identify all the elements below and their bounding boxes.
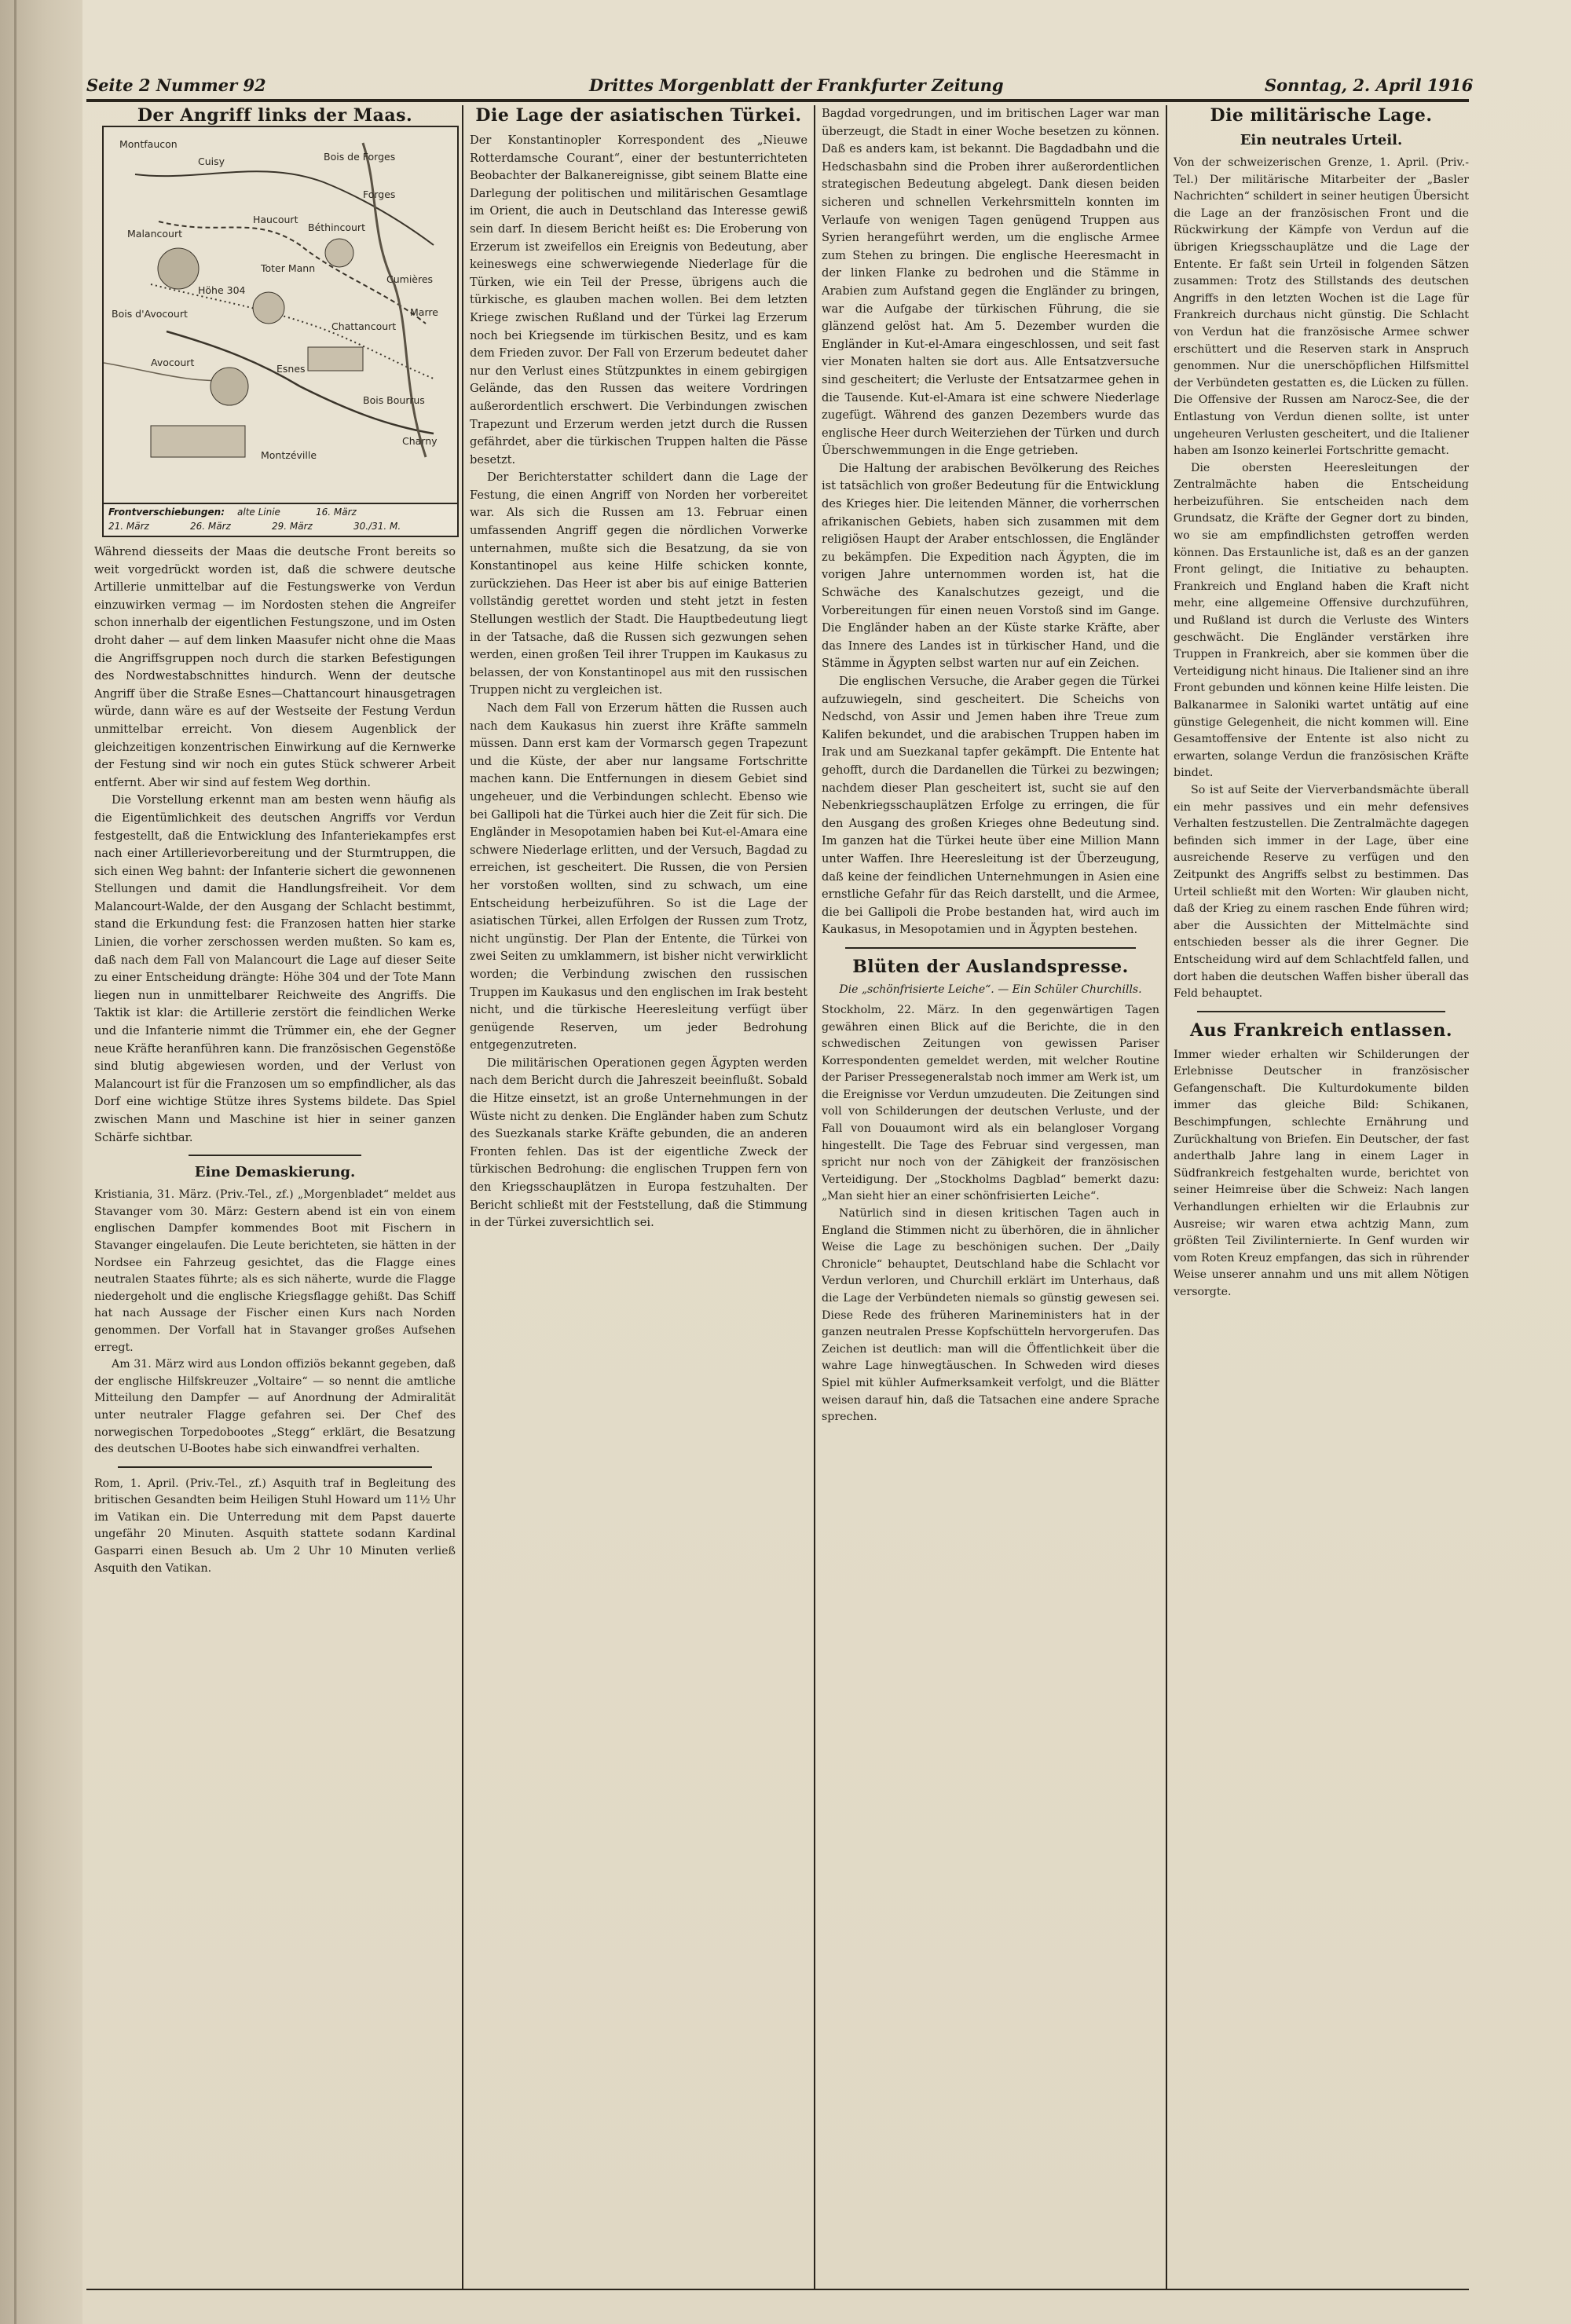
column-2: [470, 105, 807, 2281]
article-title-frankreich: Aus Frankreich entlassen.: [1189, 1019, 1453, 1041]
article-paragraph: Die militärischen Operationen gegen Ägypten werden nach dem Bericht durch die Jahreszeit beeinflußt. Sobald die Hitze einsetzt, ist an große Unternehmungen in der Wüste nicht zu denken. Die Engländer haben zum Schutz des Suezkanals starke Kräfte gebunden, die an anderen Fronten fehlen. Das ist der eigentliche Zweck der türkischen Bedrohung: die englischen Truppen fern von den Kriegsschauplätzen in Europa festzuhalten. Der Bericht schließt mit der Feststellung, daß die Stimmung in der Türkei zuversichtlich sei.: [470, 1056, 807, 1230]
article-paragraph: Natürlich sind in diesen kritischen Tagen auch in England die Stimmen nicht zu überhören, die in ähnlicher Weise die Lage zu beschönigen suchen. Der „Daily Chronicle“ behauptet, Deutschland habe die Schlacht vor Verdun verloren, und Churchill erklärt im Unterhaus, daß die Lage der Verbündeten niemals so günstig gewesen sei. Diese Rede des früheren Marineministers hat in der ganzen neutralen Presse Kopfschütteln hervorgerufen. Das Zeichen ist deutlich: man will die Öffentlichkeit über die wahre Lage hinwegtäuschen. In Schweden wird dieses Spiel mit kühler Aufmerksamkeit verfolgt, und die Blätter weisen darauf hin, daß die Tatsachen eine andere Sprache sprechen.: [822, 1207, 1159, 1424]
article-title-demaskierung: Eine Demaskierung.: [194, 1164, 356, 1181]
separator: [118, 1466, 432, 1468]
article-paragraph: Immer wieder erhalten wir Schilderungen der Erlebnisse Deutscher in französischer Gefangenschaft. Die Kulturdokumente bilden immer das gleiche Bild: Schikanen, Beschimpfungen, schlechte Ernährung und Zurückhaltung von Briefen. Ein Deutscher, der fast anderthalb Jahre lang in einem Lager in Südfrankreich festgehalten wurde, berichtet von seiner Heimreise über die Schweiz: Nach langen Verhandlungen erhielten wir die Erlaubnis zur Ausreise; wir waren etwa achtzig Mann, zum größten Teil Zivilinternierte. In Genf wurden wir vom Roten Kreuz empfangen, das sich in rührender Weise unserer annahm und uns mit allem Nötigen versorgte.: [1174, 1048, 1469, 1298]
map-label: Avocourt: [151, 357, 195, 368]
map-label: Bois Bourrus: [363, 394, 425, 406]
separator: [1197, 1011, 1445, 1012]
bottom-rule: [86, 2289, 1469, 2290]
column-1: [94, 543, 456, 2279]
column-rule-2: [814, 105, 815, 2289]
map-label: Charny: [402, 435, 438, 447]
article-paragraph: Rom, 1. April. (Priv.-Tel., zf.) Asquith traf in Begleitung des britischen Gesandten beim Heiligen Stuhl Howard um 11½ Uhr im Vatikan ein. Die Unterredung mit dem Papst dauerte ungefähr 20 Minuten. Asquith stattete sodann Kardinal Gasparri einen Besuch ab. Um 2 Uhr 10 Minuten verließ Asquith den Vatikan.: [94, 1477, 456, 1575]
map-label: Haucourt: [253, 214, 298, 225]
article-title-militaerische-lage: Die militärische Lage.: [1210, 105, 1433, 126]
map-label: Chattancourt: [331, 320, 397, 332]
article-paragraph: Am 31. März wird aus London offiziös bekannt gegeben, daß der englische Hilfskreuzer „Voltaire“ — so nennt die amtliche Mitteilung den Dampfer — auf Anordnung der Admiralität unter neutraler Flagge gefahren sei. Der Chef des norwegischen Torpedobootes „Stegg“ erklärt, die Besatzung des deutschen U-Bootes habe sich einwandfrei verhalten.: [94, 1358, 456, 1456]
article-paragraph: So ist auf Seite der Vierverbandsmächte überall ein mehr passives und ein mehr defensives Verhalten festzustellen. Die Zentralmächte dagegen befinden sich immer in der Lage, über eine ausreichende Reserve zu verfügen und den Zeitpunkt des Angriffs selbst zu bestimmen. Das Urteil schließt mit den Worten: Wir glauben nicht, daß der Krieg zu einem raschen Ende führen wird; aber die Aussichten der Mittelmächte sind entschieden besser als die ihrer Gegner. Die Entscheidung wird auf dem Schlachtfeld fallen, und dort haben die deutschen Waffen bisher überall das Feld behauptet.: [1174, 783, 1469, 1001]
article-paragraph: Stockholm, 22. März. In den gegenwärtigen Tagen gewähren einen Blick auf die Berichte, die in den schwedischen Zeitungen von gewissen Pariser Korrespondenten gemeldet werden, mit welcher Routine der Pariser Pressegeneralstab noch immer am Werk ist, um die Ereignisse vor Verdun umzudeuten. Die Zeitungen sind voll von Schilderungen der deutschen Verluste, und der Fall von Douaumont wird als ein belangloser Vorgang hingestellt. Die Tage des Februar sind vergessen, man spricht nur noch von der Zähigkeit der französischen Verteidigung. Der „Stockholms Dagblad“ bemerkt dazu: „Man sieht hier an einer schönfrisierten Leiche“.: [822, 1003, 1159, 1203]
legend-date: 21. März: [108, 521, 149, 532]
article-paragraph: Während diesseits der Maas die deutsche Front bereits so weit vorgedrückt worden ist, daß die schwere deutsche Artillerie unmittelbar auf die Festungswerke von Verdun einzuwirken vermag — im Nordosten stehen die Angreifer schon innerhalb der eigentlichen Festungszone, und im Osten droht daher — auf dem linken Maasufer nicht ohne die Maas die Angriffsgruppen noch durch die starken Befestigungen des Nordwestabschnittes hindurch. Wenn der deutsche Angriff über die Straße Esnes—Chattancourt hinausgetragen würde, dann wäre es auf der Westseite der Festung Verdun unmittelbar erreicht. Von diesem Augenblick der gleichzeitigen konzentrischen Einwirkung auf die Kernwerke der Festung sind wir noch ein gutes Stück schwerer Arbeit entfernt. Aber wir sind auf festem Weg dorthin.: [94, 545, 456, 789]
article-paragraph: Die obersten Heeresleitungen der Zentralmächte haben die Entscheidung herbeizuführen. Sie entscheiden nach dem Grundsatz, die Kräfte der Gegner dort zu binden, wo sie am empfindlichsten getroffen werden können. Das Erstaunliche ist, daß es an der ganzen Front gelingt, die Initiative zu behaupten. Frankreich und England haben die Kraft nicht mehr, eine allgemeine Offensive durchzuführen, und Rußland ist durch die Verluste des Winters geschwächt. Die Engländer verstärken ihre Truppen in Frankreich, aber sie kommen über die Verteidigung nicht hinaus. Die Italiener sind an ihre Front gebunden und können keine Hilfe leisten. Die Balkanarmee in Saloniki wartet untätig auf eine günstige Gelegenheit, die nicht kommen will. Eine Gesamtoffensive der Entente ist also nicht zu erwarten, solange Verdun die französischen Kräfte bindet.: [1174, 461, 1469, 780]
map-label: Marre: [410, 306, 438, 318]
article-paragraph: Der Berichterstatter schildert dann die Lage der Festung, die einen Angriff von Norden her vorbereitet war. Als sich die Russen am 13. Februar einen umfassenden Angriff gegen die nördlichen Vorwerke unternahmen, mußte sich die Besatzung, da sie von Konstantinopel aus keine Hilfe schicken konnte, zurückziehen. Das Heer ist aber bis auf einige Batterien vollständig gerettet worden und steht jetzt in festen Stellungen westlich der Stadt. Die Hauptbedeutung liegt in der Tatsache, daß die Russen sich gezwungen sehen werden, einen großen Teil ihrer Truppen im Kaukasus zu belassen, der von Konstantinopel aus mit den russischen Truppen nicht zu vergleichen ist.: [470, 470, 807, 697]
map-label: Forges: [363, 188, 396, 200]
page-number: Seite 2 Nummer 92: [86, 75, 266, 95]
article-paragraph: Die englischen Versuche, die Araber gegen die Türkei aufzuwiegeln, sind gescheitert. Die Scheichs von Nedschd, von Assir und Jemen haben ihre Treue zum Kalifen bekundet, und die arabischen Truppen haben im Irak und am Suezkanal tapfer gekämpft. Die Entente hat gehofft, durch die Dardanellen die Türkei zu bezwingen; nachdem dieser Plan gescheitert ist, sucht sie auf den Nebenkriegsschauplätzen Erfolge zu erringen, die für den Ausgang des großen Krieges ohne Bedeutung sind. Im ganzen hat die Türkei heute über eine Million Mann unter Waffen. Ihre Heeresleitung ist der Überzeugung, daß keine der feindlichen Unternehmungen in Asien eine ernstliche Gefahr für das Reich darstellt, und die Armee, die bei Gallipoli die Probe bestanden hat, wird auch im Kaukasus, in Mesopotamien und in Ägypten bestehen.: [822, 675, 1159, 937]
map-label: Cuisy: [198, 156, 225, 167]
map-label: Montzéville: [261, 449, 317, 461]
article-paragraph: Kristiania, 31. März. (Priv.-Tel., zf.) „Morgenbladet“ meldet aus Stavanger vom 30. März: Gestern abend ist ein von einem englischen Dampfer kommendes Boot mit Fischern in Stavanger eingelaufen. Die Leute berichteten, sie hätten in der Nordsee ein Fahrzeug gesichtet, das die Flagge eines neutralen Staates führte; als es sich näherte, wurde die Flagge niedergeholt und die englische Kriegsflagge gehißt. Das Schiff hat nach Aussage der Fischer einen Kurs nach Norden genommen. Der Vorfall hat in Stavanger großes Aufsehen erregt.: [94, 1188, 456, 1354]
article-title-auslandspresse: Blüten der Auslandspresse.: [852, 956, 1129, 977]
map-label: Béthincourt: [308, 221, 365, 233]
article-title-angriff: Der Angriff links der Maas.: [137, 105, 413, 126]
article-lead: Die „schönfrisierte Leiche“. — Ein Schüler Churchills.: [839, 983, 1142, 996]
article-title-tuerkei: Die Lage der asiatischen Türkei.: [475, 105, 802, 126]
front-map: [102, 126, 459, 537]
column-rule-3: [1166, 105, 1167, 2289]
separator: [189, 1155, 361, 1156]
legend-old-line: alte Linie: [237, 507, 280, 518]
article-paragraph: Von der schweizerischen Grenze, 1. April. (Priv.-Tel.) Der militärische Mitarbeiter der „Basler Nachrichten“ schildert in seiner heutigen Übersicht die Lage an der französischen Front und die Rückwirkung der Kämpfe von Verdun auf die übrigen Kriegsschauplätze und die Lage der Entente. Er faßt sein Urteil in folgenden Sätzen zusammen: Trotz des Stillstands des deutschen Angriffs in den letzten Wochen ist die Lage für Frankreich durchaus nicht günstig. Die Schlacht von Verdun hat die französische Armee schwer erschüttert und die Reserven stark in Anspruch genommen. Nur die unerschöpflichen Hilfsmittel der Verbündeten gestatten es, die Lücken zu füllen. Die Offensive der Russen am Narocz-See, die der Entlastung von Verdun dienen sollte, ist unter ungeheuren Verlusten gescheitert, und die Italiener haben am Isonzo keinerlei Fortschritte gemacht.: [1174, 156, 1469, 458]
legend-date: 29. März: [272, 521, 313, 532]
map-label: Bois de Forges: [324, 151, 396, 163]
newspaper-title: Drittes Morgenblatt der Frankfurter Zeitung: [589, 75, 1004, 95]
article-subtitle: Ein neutrales Urteil.: [1240, 132, 1403, 148]
map-label: Höhe 304: [198, 284, 246, 296]
article-paragraph: Die Vorstellung erkennt man am besten wenn häufig als die Eigentümlichkeit des deutschen Angriffs vor Verdun festgestellt, daß die Entwicklung des Infanteriekampfes erst nach einer Artillerievorbereitung und der Sturmtruppen, die sich einen Weg bahnt: der Infanterie sichert die gewonnenen Stellungen und damit die Handlungsfreiheit. Vor dem Malancourt-Walde, der den Ausgang der Schlacht bestimmt, stand die Erkundung fest: die Franzosen hatten hier starke Linien, die vorher zerschossen werden mußten. So kam es, daß nach dem Fall von Malancourt die Lage auf dieser Seite zu einer Entscheidung drängte: Höhe 304 und der Tote Mann liegen nun in unmittelbarer Reichweite des Angriffs. Die Taktik ist klar: die Artillerie zerstört die feindlichen Werke und die Infanterie nimmt die Trümmer ein, ehe der Gegner neue Kräfte heranführen kann. Die französischen Gegenstöße sind blutig abgewiesen worden, und der Verlust von Malancourt ist für die Franzosen um so empfindlicher, als das Dorf eine wichtige Stütze ihres Systems bildete. Das Spiel zwischen Mann und Maschine ist hier in seiner ganzen Schärfe sichtbar.: [94, 793, 456, 1144]
legend-date: 26. März: [190, 521, 231, 532]
map-label: Esnes: [276, 363, 306, 375]
separator: [845, 947, 1136, 949]
map-label: Montfaucon: [119, 138, 178, 150]
masthead: [86, 75, 1474, 97]
book-binding-gutter: [0, 0, 82, 2324]
legend-date: 16. März: [316, 507, 357, 518]
legend-title: Frontverschiebungen:: [108, 507, 225, 518]
column-3: [822, 105, 1159, 2281]
map-label: Bois d'Avocourt: [112, 308, 188, 320]
legend-date: 30./31. M.: [353, 521, 401, 532]
map-label: Toter Mann: [261, 262, 316, 274]
article-paragraph: Die Haltung der arabischen Bevölkerung des Reiches ist tatsächlich von großer Bedeutung für die Entwicklung des Krieges hier. Die leitenden Männer, die vorherrschen afrikanischen Gebiets, haben sich zusammen mit dem religiösen Haupt der Araber entschlossen, die Engländer zu bekämpfen. Die Expedition nach Ägypten, die im vorigen Jahre unternommen worden ist, hat die Schwäche des Kanalschutzes gezeigt, und die Vorbereitungen für einen neuen Vorstoß sind im Gange. Die Engländer haben an der Küste starke Kräfte, aber das Innere des Landes ist in türkischer Hand, und die Stämme in Ägypten selbst warten nur auf ein Zeichen.: [822, 461, 1159, 671]
column-4: [1174, 105, 1469, 2281]
map-label: Malancourt: [127, 228, 182, 240]
article-paragraph: Bagdad vorgedrungen, und im britischen Lager war man überzeugt, die Stadt in einer Woche besetzen zu können. Daß es anders kam, ist bekannt. Die Bagdadbahn und die Hedschasbahn sind die Proben ihrer außerordentlichen strategischen Bedeutung abgelegt. Dank diesen beiden sicheren und schnellen Verkehrsmitteln konnten im Verlaufe von wenigen Tagen genügend Truppen aus Syrien herangeführt werden, um die englische Armee zum Stehen zu bringen. Die englische Heeresmacht in der linken Flanke zu bedrohen und die Stämme in Arabien zum Aufstand gegen die Engländer zu bringen, war die Aufgabe der türkischen Führung, die sie glänzend gelöst hat. Am 5. Dezember wurden die Engländer in Kut-el-Amara eingeschlossen, und seit fast vier Monaten halten sie dort aus. Alle Entsatzversuche sind gescheitert; die Verluste der Entsatzarmee gehen in die Tausende. Kut-el-Amara ist eine schwere Niederlage zugefügt. Während des ganzen Dezembers wurde das englische Heer durch Weiterziehen der Türken und durch Überschwemmungen in die Enge getrieben.: [822, 107, 1159, 458]
masthead-rule: [86, 99, 1469, 102]
article-paragraph: Der Konstantinopler Korrespondent des „Nieuwe Rotterdamsche Courant“, einer der bestunterrichteten Beobachter der Balkanereignisse, gibt seinem Blatte eine Darlegung der politischen und militärischen Gesamtlage im Orient, die auch in Deutschland das Interesse gewiß sein darf. In diesem Bericht heißt es: Die Eroberung von Erzerum ist zweifellos ein Ereignis von Bedeutung, aber keineswegs eine schwerwiegende Niederlage für die Türken, wie ein Teil der Presse, übrigens auch die türkische, es glauben machen wollen. Bei dem letzten Kriege zwischen Rußland und der Türkei lag Erzerum noch bei Kriegsende im türkischen Besitz, und es kam dem Frieden zuvor. Der Fall von Erzerum bedeutet daher nur den Verlust eines Stützpunktes in einem gebirgigen Gelände, das den Russen das weitere Vordringen außerordentlich erschwert. Die Verbindungen zwischen Trapezunt und Erzerum werden jetzt durch die Russen gefährdet, aber die türkischen Truppen halten die Pässe besetzt.: [470, 134, 807, 467]
map-label: Cumières: [386, 273, 434, 285]
issue-date: Sonntag, 2. April 1916: [1265, 75, 1474, 95]
map-legend: [104, 503, 457, 536]
column-rule-1: [462, 105, 463, 2289]
article-paragraph: Nach dem Fall von Erzerum hätten die Russen auch nach dem Kaukasus hin zuerst ihre Kräfte sammeln müssen. Dann erst kam der Vormarsch gegen Trapezunt und die Küste, der aber nur langsame Fortschritte machen kann. Die Entfernungen in diesem Gebiet sind ungeheuer, und die Verbindungen schlecht. Ebenso wie bei Gallipoli hat die Türkei auch hier die Zeit für sich. Die Engländer in Mesopotamien haben bei Kut-el-Amara eine schwere Niederlage erlitten, und der Versuch, Bagdad zu erreichen, ist gescheitert. Die Russen, die von Persien her vorstoßen wollten, sind zu schwach, um eine Entscheidung herbeizuführen. So ist die Lage der asiatischen Türkei, allen Erfolgen der Russen zum Trotz, nicht ungünstig. Der Plan der Entente, die Türkei von zwei Seiten zu umklammern, ist bisher nicht verwirklicht worden; die Verbindung zwischen den russischen Truppen im Kaukasus und den englischen im Irak besteht nicht, und die türkische Heeresleitung verfügt über genügende Reserven, um jeder Bedrohung entgegenzutreten.: [470, 701, 807, 1052]
